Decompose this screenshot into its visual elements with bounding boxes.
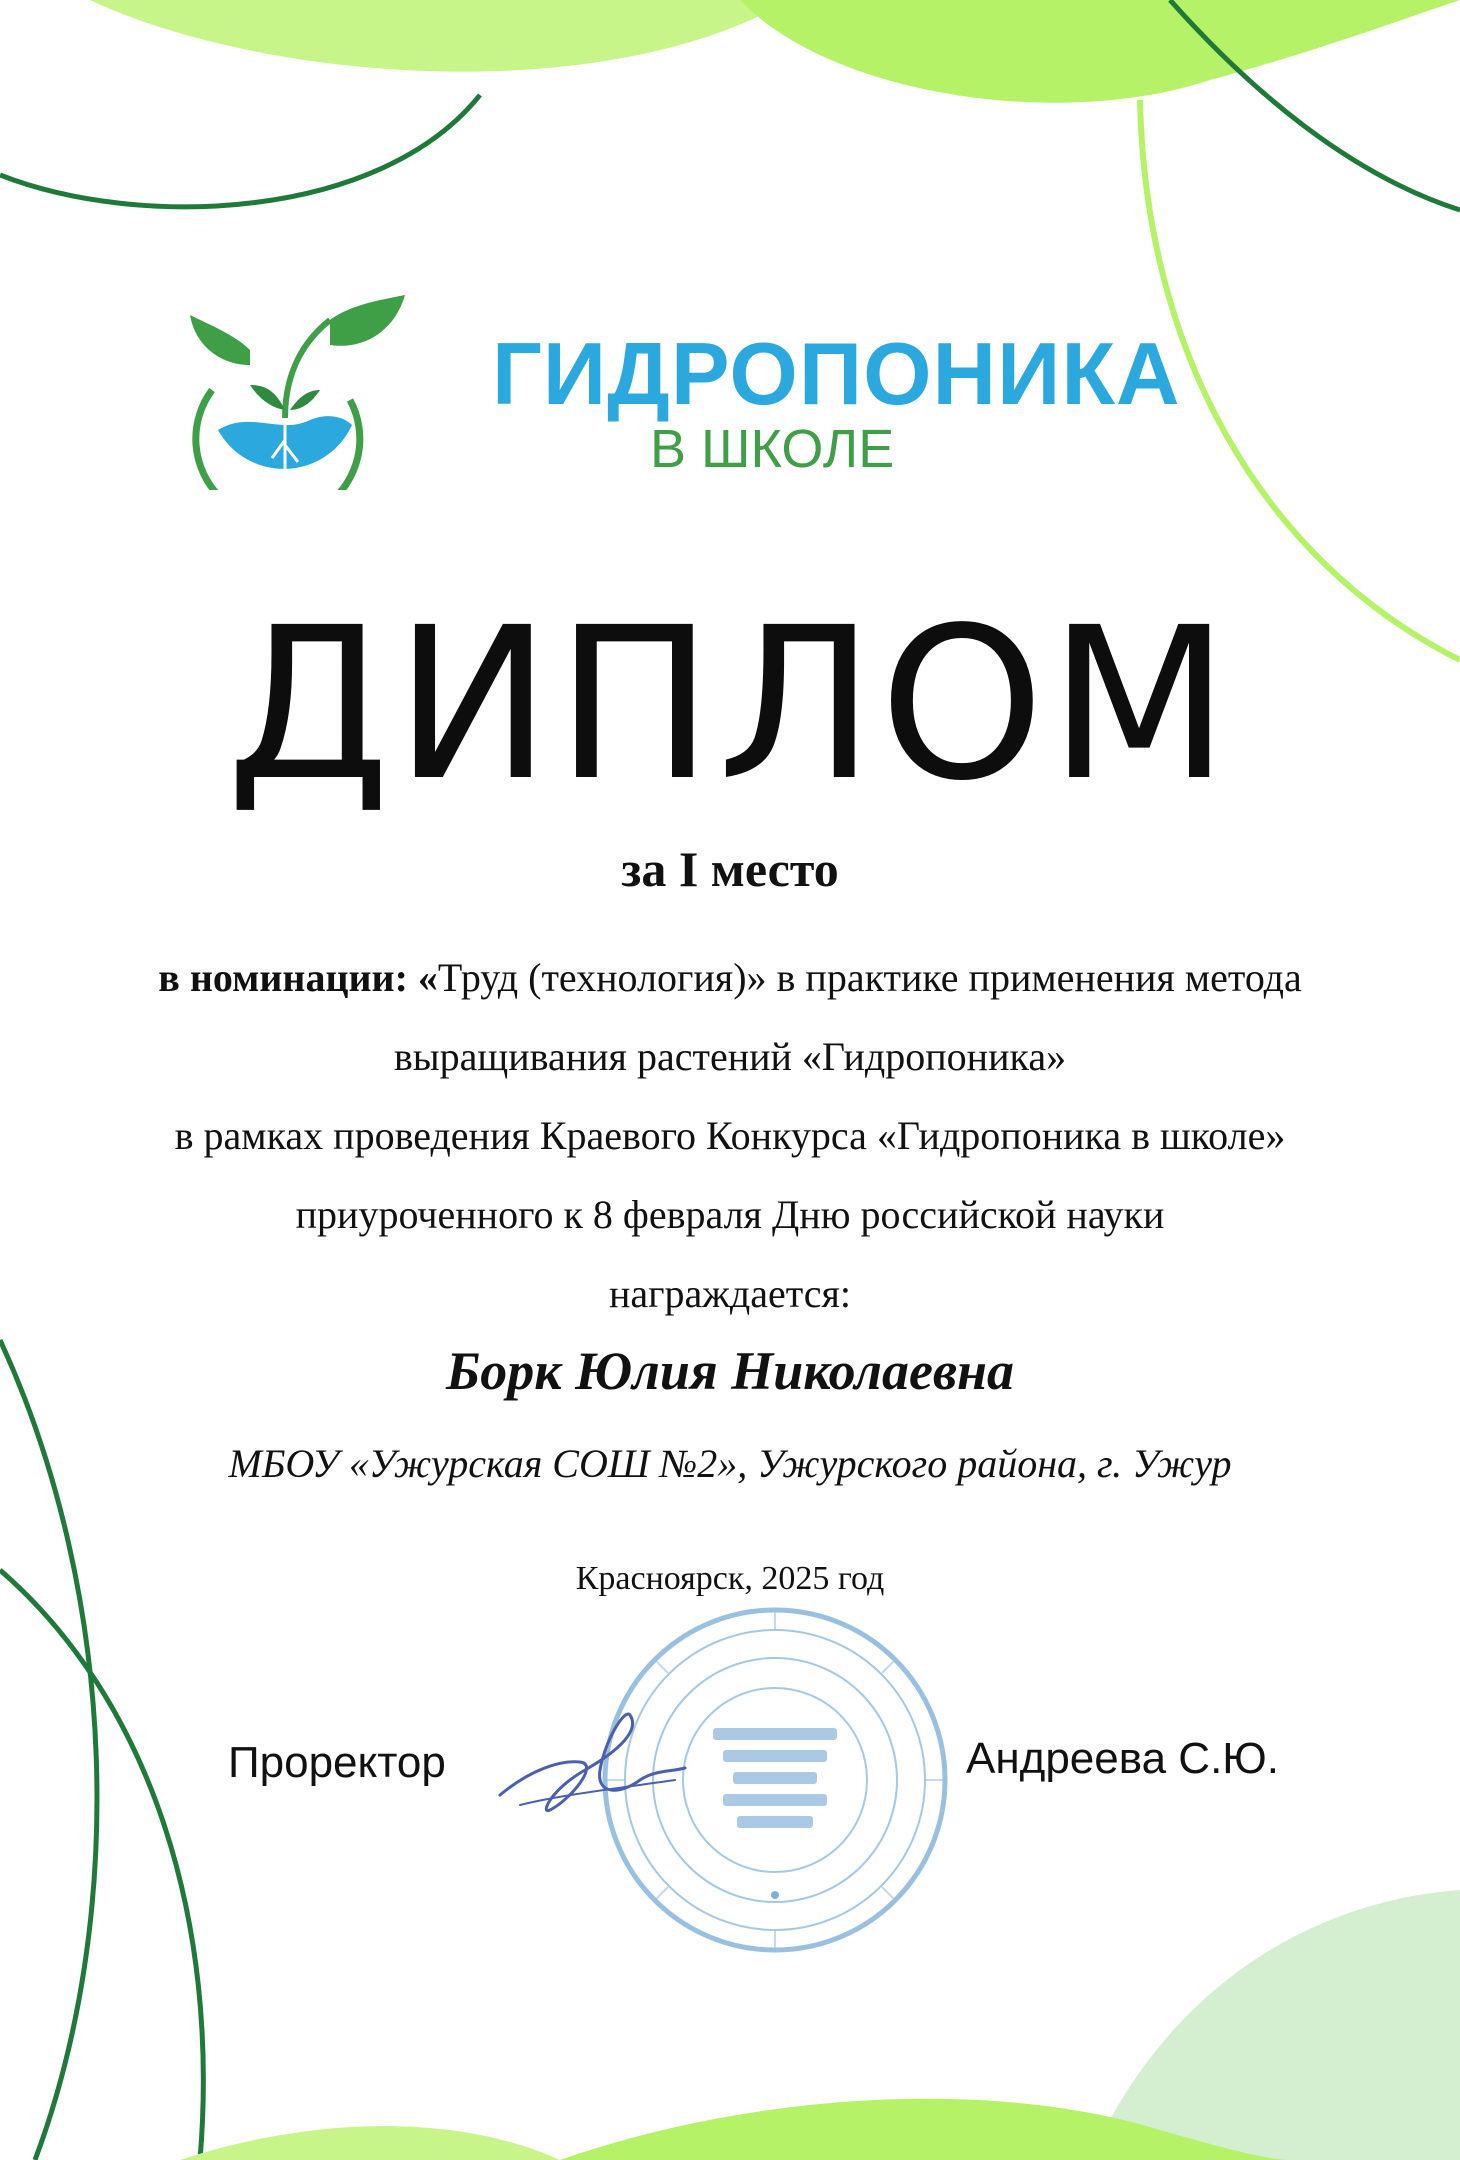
nomination-label: в номинации: «	[158, 955, 438, 1000]
diploma-title: ДИПЛОМ	[226, 582, 1234, 827]
awarded-label: награждается:	[608, 1271, 852, 1316]
place-line: за I место	[621, 841, 839, 897]
bottom-left-wave	[180, 2126, 560, 2160]
logo-subtitle: В ШКОЛЕ	[650, 419, 895, 479]
logo-title: ГИДРОПОНИКА	[492, 324, 1181, 423]
bottom-right-blob	[1090, 1890, 1460, 2160]
nomination-text: Труд (технология)» в практике применения метода	[437, 955, 1302, 1000]
nomination-text-block	[60, 938, 1400, 1333]
signatory-role: Проректор	[228, 1738, 446, 1787]
signatory-name: Андреева С.Ю.	[966, 1734, 1279, 1783]
contest-line: в рамках проведения Краевого Конкурса «Гидропоника в школе»	[174, 1113, 1286, 1158]
right-arc	[1140, 100, 1460, 660]
awardee-name: Борк Юлия Николаевна	[445, 1341, 1015, 1401]
school-name: МБОУ «Ужурская СОШ №2», Ужурского района, г. Ужур	[228, 1441, 1232, 1486]
left-arc-inner	[0, 1570, 203, 2160]
top-right-leaf-shape	[740, 0, 1460, 103]
nomination-line-2: выращивания растений «Гидропоника»	[393, 1034, 1067, 1079]
top-left-leaf-shape	[90, 0, 790, 72]
city-year: Красноярск, 2025 год	[575, 1560, 885, 1597]
logo	[180, 290, 1181, 490]
plant-icon	[180, 290, 410, 490]
top-left-arc	[0, 95, 480, 207]
nomination-line	[60, 938, 1400, 1017]
occasion-line: приуроченного к 8 февраля Дню российской науки	[295, 1192, 1165, 1237]
signature	[490, 1700, 690, 1840]
